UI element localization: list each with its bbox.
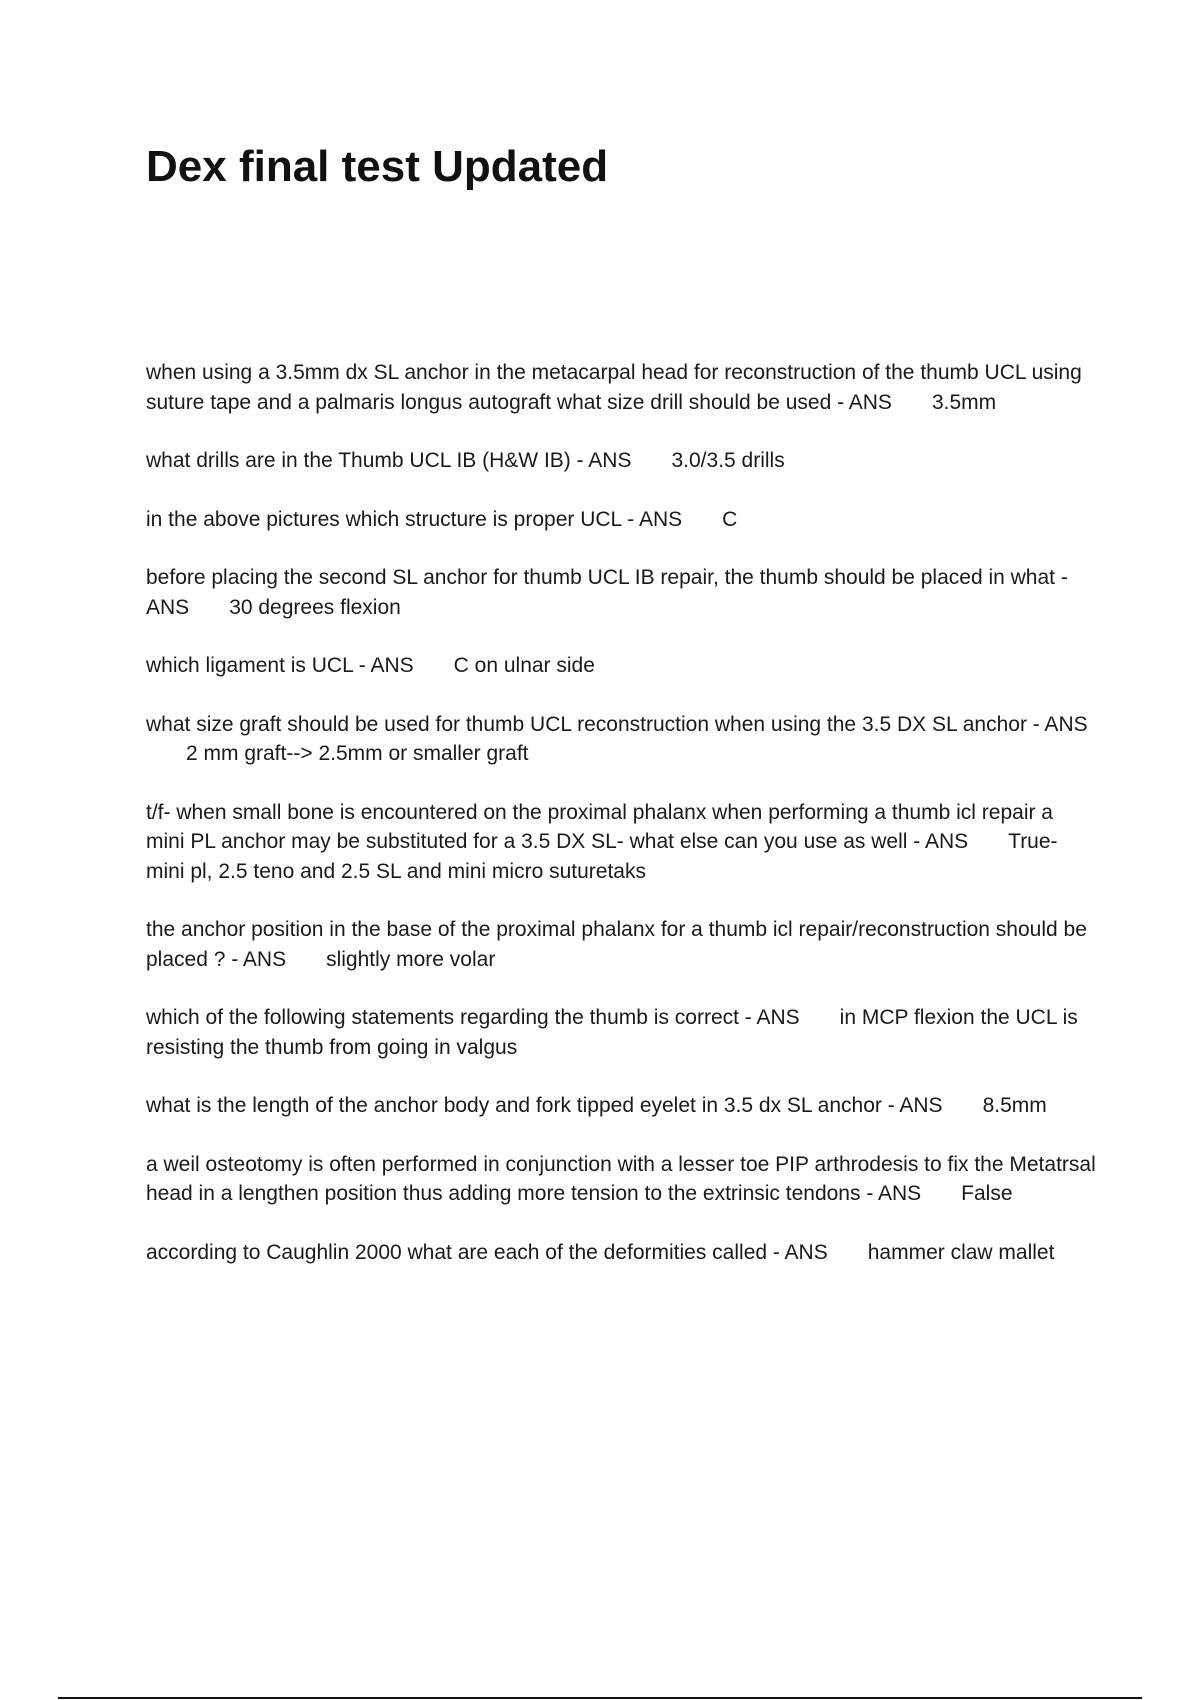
answer-text: C	[722, 507, 738, 531]
answer-text: in MCP flexion the UCL is resisting the thumb from going in valgus	[146, 1006, 1078, 1059]
qa-item	[146, 505, 1096, 535]
answer-text: 2 mm graft--> 2.5mm or smaller graft	[186, 742, 529, 765]
document-title: Dex final test Updated	[146, 142, 609, 191]
qa-item	[146, 651, 1096, 681]
page-bottom-divider	[58, 1697, 1142, 1699]
answer-text: 3.0/3.5 drills	[671, 449, 785, 472]
qa-item	[146, 1238, 1096, 1268]
qa-item	[146, 358, 1096, 417]
answer-text: 8.5mm	[982, 1094, 1047, 1117]
question-text: a weil osteotomy is often performed in conjunction with a lesser toe PIP arthrodesis to fix the Metatrsal head in a lengthen position thus adding more tension to the extrinsic tendons - ANS	[146, 1152, 1096, 1205]
question-text: the anchor position in the base of the proximal phalanx for a thumb icl repair/reconstruction should be placed ? - ANS	[146, 918, 1087, 971]
qa-item	[146, 1003, 1096, 1062]
qa-item	[146, 563, 1096, 622]
answer-text: False	[961, 1182, 1013, 1205]
question-text: which of the following statements regarding the thumb is correct - ANS	[146, 1006, 800, 1029]
answer-text: hammer claw mallet	[867, 1240, 1055, 1264]
question-answer-list	[146, 358, 1096, 1296]
answer-text: 30 degrees flexion	[229, 595, 401, 619]
question-text: in the above pictures which structure is proper UCL - ANS	[146, 507, 683, 531]
qa-item	[146, 446, 1096, 476]
question-text: what drills are in the Thumb UCL IB (H&W IB) - ANS	[146, 449, 632, 472]
question-text: when using a 3.5mm dx SL anchor in the metacarpal head for reconstruction of the thumb UCL using suture tape and a palmaris longus autograft what size drill should be used - ANS	[146, 361, 1082, 414]
answer-text: slightly more volar	[326, 947, 496, 971]
qa-item	[146, 798, 1096, 887]
question-text: what is the length of the anchor body and fork tipped eyelet in 3.5 dx SL anchor - ANS	[146, 1094, 943, 1117]
answer-text: 3.5mm	[931, 390, 997, 414]
answer-text: C on ulnar side	[453, 654, 595, 677]
question-text: t/f- when small bone is encountered on the proximal phalanx when performing a thumb icl repair a mini PL anchor may be substituted for a 3.5 DX SL- what else can you use as well - ANS	[146, 800, 1053, 853]
question-text: before placing the second SL anchor for thumb UCL IB repair, the thumb should be placed in what - ANS	[146, 566, 1068, 619]
qa-item	[146, 1091, 1096, 1121]
question-text: which ligament is UCL - ANS	[146, 654, 414, 677]
qa-item	[146, 1150, 1096, 1209]
question-text: what size graft should be used for thumb UCL reconstruction when using the 3.5 DX SL anchor - ANS	[146, 712, 1088, 736]
question-text: according to Caughlin 2000 what are each of the deformities called - ANS	[146, 1240, 828, 1264]
qa-item	[146, 915, 1096, 974]
answer-text: True- mini pl, 2.5 teno and 2.5 SL and mini micro suturetaks	[146, 830, 1058, 883]
qa-item	[146, 710, 1096, 769]
